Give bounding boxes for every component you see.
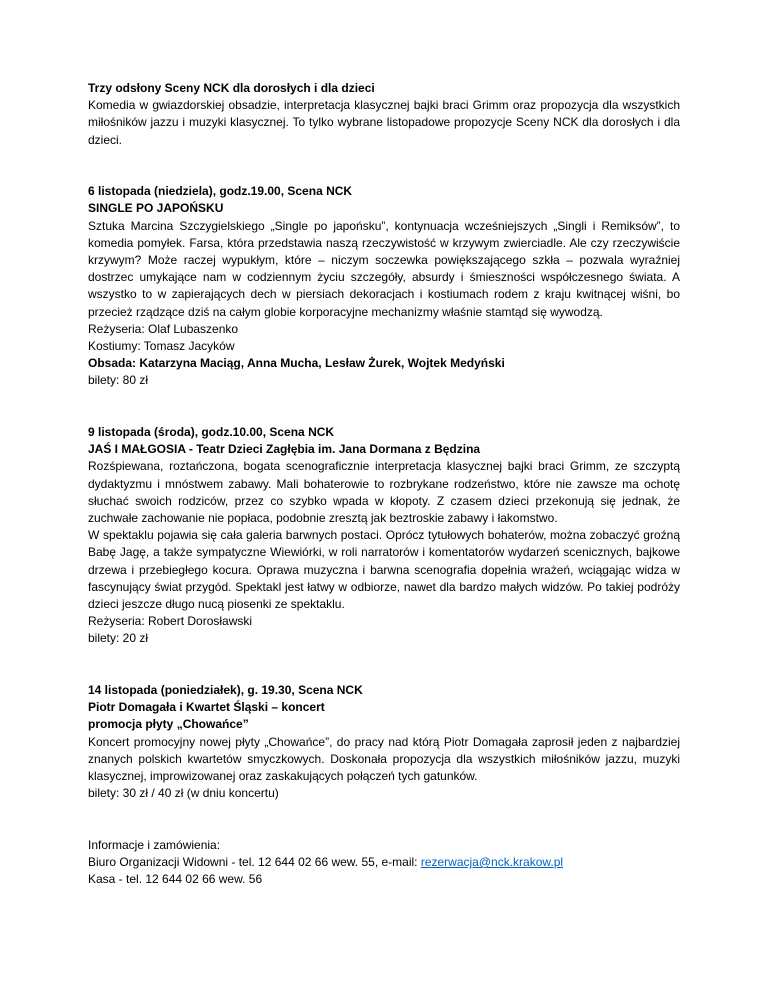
spacer — [88, 802, 680, 836]
event-domagala-koncert — [88, 682, 680, 802]
contact-office-text: Biuro Organizacji Widowni - tel. 12 644 02 66 wew. 55, e-mail: — [88, 855, 421, 870]
email-link[interactable]: rezerwacja@nck.krakow.pl — [420, 855, 564, 870]
event-date: 6 listopada (niedziela), godz.19.00, Scena NCK — [88, 184, 353, 199]
spacer — [88, 149, 680, 183]
contact-heading: Informacje i zamówienia: — [88, 837, 221, 852]
spacer — [88, 648, 680, 682]
event-description: W spektaklu pojawia się cała galeria barwnych postaci. Oprócz tytułowych bohaterów, można zobaczyć groźną Babę Jagę, a także sympatyczne Wiewiórki, w roli narratorów i komentatorów wydarzeń scenicznych, bajkowe drzewa i przebiegłego kocura. Oprawa muzyczna i barwna scenografia dopełnia wrażeń, wciągając widza w fascynujący świat przygód. Spektakl jest łatwy w odbiorze, nawet dla bardzo małych widzów. Po takiej podróży dzieci jeszcze długo nucą piosenki ze spektaklu. — [88, 528, 680, 612]
event-date: 14 listopada (poniedziałek), g. 19.30, Scena NCK — [88, 683, 363, 698]
event-director: Reżyseria: Olaf Lubaszenko — [88, 321, 239, 336]
event-title: Piotr Domagała i Kwartet Śląski – koncert — [88, 700, 325, 715]
contact-cashier: Kasa - tel. 12 644 02 66 wew. 56 — [88, 872, 263, 887]
event-title: JAŚ I MAŁGOSIA - Teatr Dzieci Zagłębia im. Jana Dormana z Będzina — [88, 442, 481, 457]
intro-section — [88, 80, 680, 149]
document-page — [88, 80, 680, 888]
contact-office — [88, 854, 680, 871]
event-subtitle: promocja płyty „Chowańce” — [88, 717, 249, 732]
event-description: Rozśpiewana, roztańczona, bogata scenograficznie interpretacja klasycznej bajki braci Grimm, ze szczyptą dydaktyzmu i mnóstwem zabawy. Mali bohaterowie to rozbrykane rodzeństwo, które nie zawsze ma ochotę słuchać swoich rodziców, przez co szybko wpada w kłopoty. Z czasem dzieci przekonują się jednak, że zuchwałe zachowanie nie popłaca, podobnie zresztą jak beztroskie zabawy i łakomstwo. — [88, 459, 680, 526]
event-tickets: bilety: 30 zł / 40 zł (w dniu koncertu) — [88, 786, 279, 801]
spacer — [88, 390, 680, 424]
contact-section — [88, 837, 680, 889]
event-single-po-japonsku — [88, 183, 680, 389]
event-director: Reżyseria: Robert Dorosławski — [88, 614, 253, 629]
event-costumes: Kostiumy: Tomasz Jacyków — [88, 339, 235, 354]
event-tickets: bilety: 80 zł — [88, 373, 149, 388]
event-description: Koncert promocyjny nowej płyty „Chowańce”, do pracy nad którą Piotr Domagała zaprosił jeden z najbardziej znanych polskich kwartetów smyczkowych. Doskonała propozycja dla wszystkich miłośników jazzu, muzyki klasycznej, improwizowanej oraz zaskakujących połączeń tych gatunków. — [88, 734, 680, 784]
event-description: Sztuka Marcina Szczygielskiego „Single po japońsku”, kontynuacja wcześniejszych „Singli i Remiksów”, to komedia pomyłek. Farsa, która przedstawia naszą rzeczywistość w krzywym zwierciadle. Ale czy rzeczywiście krzywym? Może raczej wypukłym, które – niczym soczewka powiększającego szkła – pozwala wyraźniej dostrzec umykające nam w codziennym życiu szczegóły, absurdy i śmieszności współczesnego świata. A wszystko to w zapierających dech w piersiach dekoracjach i kostiumach rodem z kraju kwitnącej wiśni, bo przecież rządzące dziś na całym globie korporacyjne mechanizmy właśnie stamtąd się wywodzą. — [88, 218, 680, 319]
event-tickets: bilety: 20 zł — [88, 631, 149, 646]
event-cast: Obsada: Katarzyna Maciąg, Anna Mucha, Lesław Żurek, Wojtek Medyński — [88, 356, 505, 371]
intro-title: Trzy odsłony Sceny NCK dla dorosłych i dla dzieci — [88, 81, 375, 95]
event-date: 9 listopada (środa), godz.10.00, Scena NCK — [88, 425, 335, 440]
event-jas-i-malgosia — [88, 424, 680, 648]
event-title: SINGLE PO JAPOŃSKU — [88, 201, 224, 216]
intro-text: Komedia w gwiazdorskiej obsadzie, interpretacja klasycznej bajki braci Grimm oraz propozycja dla wszystkich miłośników jazzu i muzyki klasycznej. To tylko wybrane listopadowe propozycje Sceny NCK dla dorosłych i dla dzieci. — [88, 98, 680, 147]
